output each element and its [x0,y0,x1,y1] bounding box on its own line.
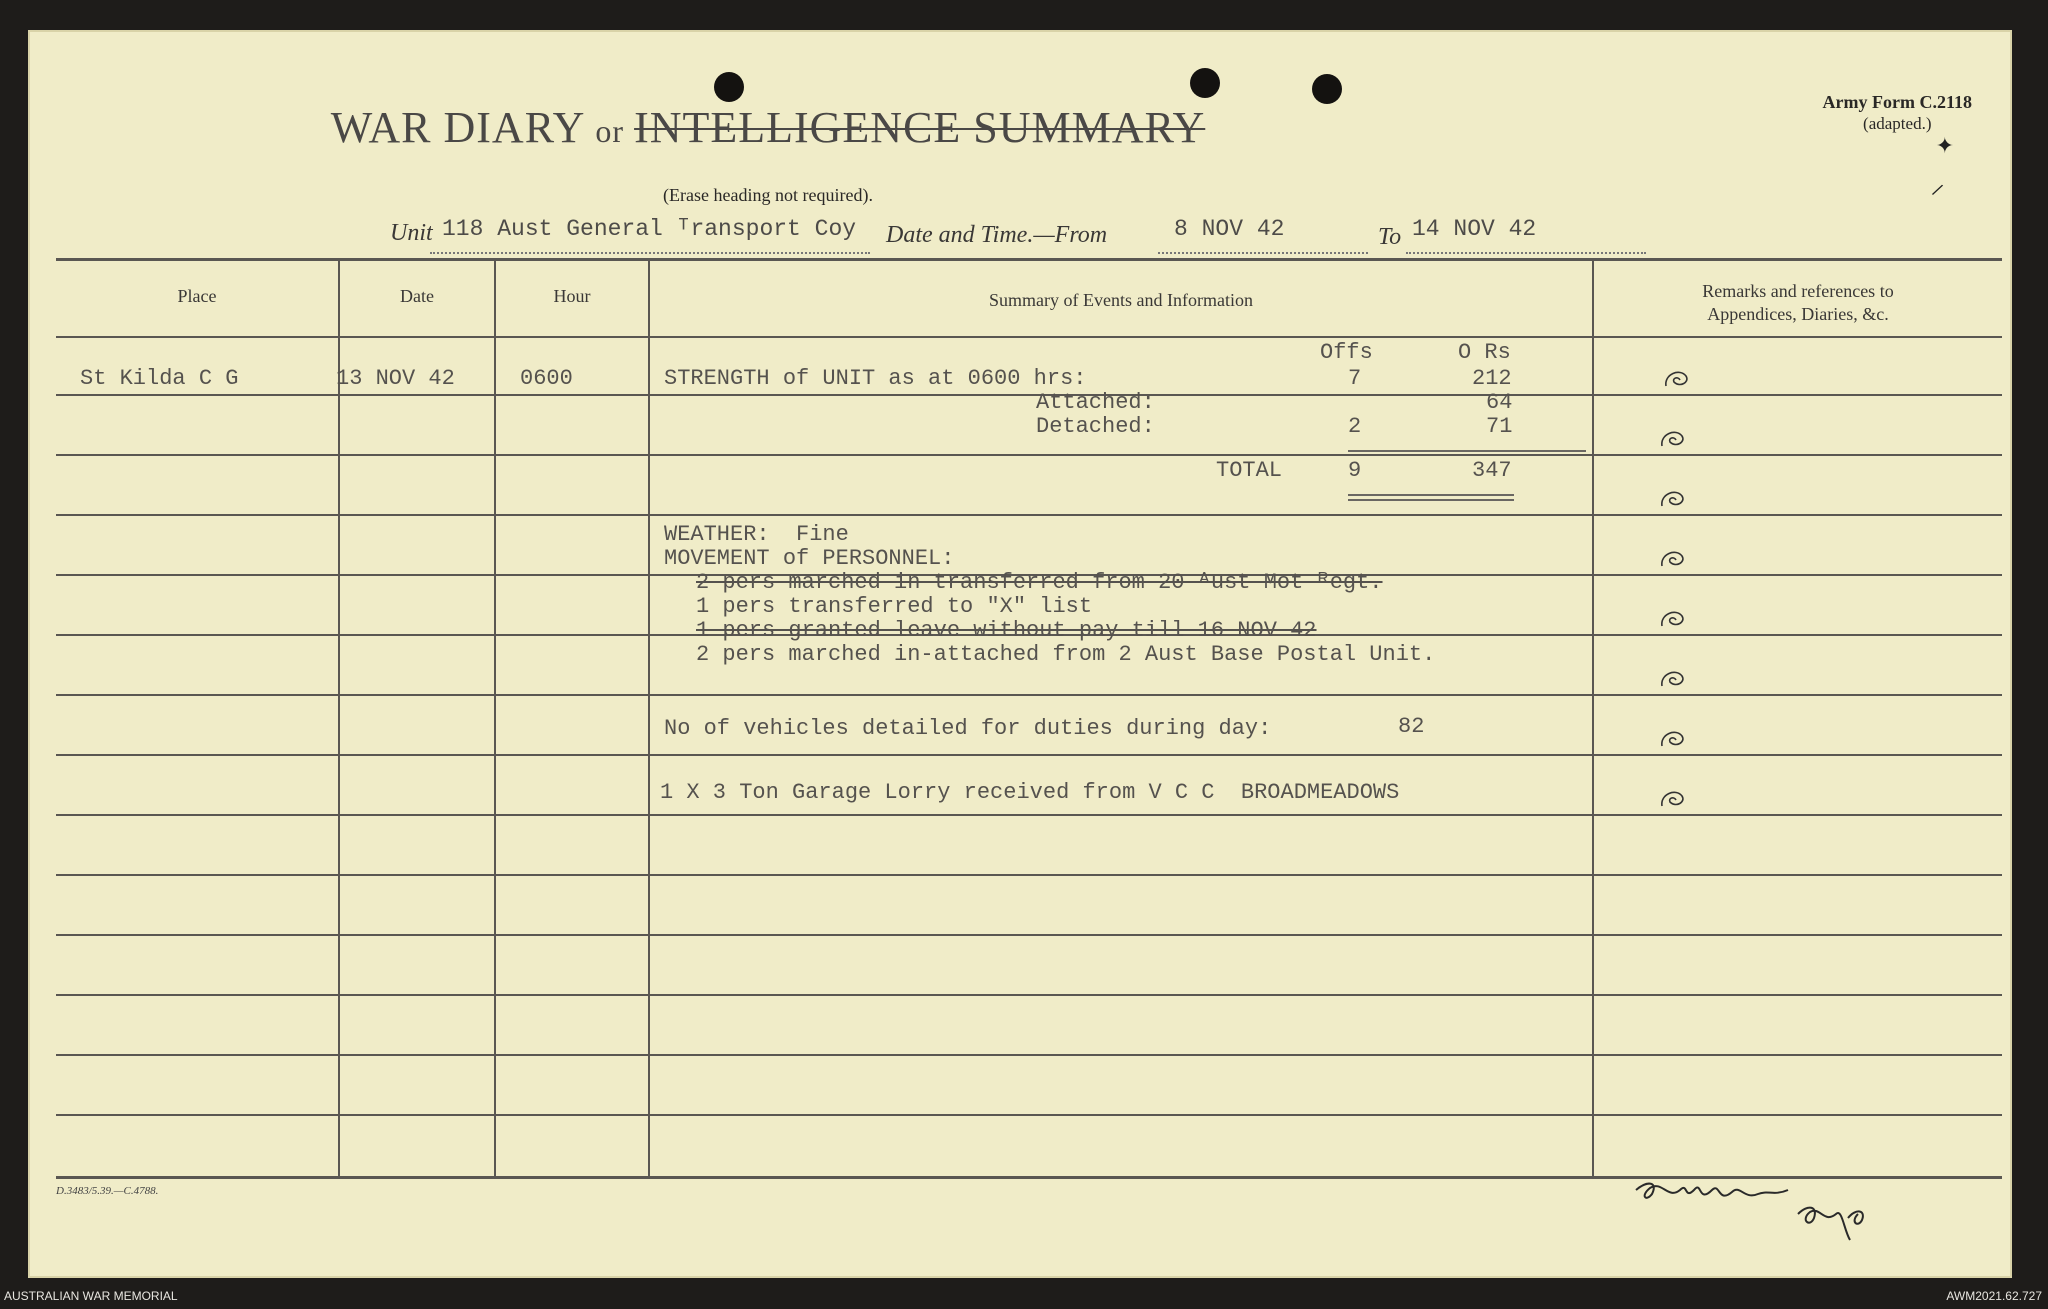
initial-tick-icon [1662,364,1692,394]
row-rule [56,1114,2002,1116]
page-title [28,102,1508,153]
row-rule [56,694,2002,696]
movement-line-4: 2 pers marched in-attached from 2 Aust Base Postal Unit. [696,642,1436,667]
to-underline [1406,252,1646,254]
column-divider [1592,258,1594,1178]
initial-tick-icon [1658,424,1688,454]
diary-table [56,258,2002,1178]
archive-label-right: AWM2021.62.727 [1946,1289,2042,1303]
strength-total-offs: 9 [1348,458,1362,483]
strength-row3-label: Detached: [1036,414,1155,439]
row-rule [56,1054,2002,1056]
header-hour: Hour [553,286,591,306]
punch-hole [1190,68,1220,98]
title-war-diary: WAR DIARY [330,103,586,152]
pencil-mark-icon: ✦ [1935,134,1954,159]
unit-value: 118 Aust General ᵀransport Coy [442,216,857,242]
strength-total-double-rule [1348,494,1514,496]
title-struck: INTELLIGENCE SUMMARY [634,103,1206,152]
vehicles-label: No of vehicles detailed for duties during day: [664,716,1272,741]
strength-row3-offs: 2 [1348,414,1362,439]
date-time-label: Date and Time.—From [886,222,1108,248]
strength-total-ors: 347 [1472,458,1512,483]
row-rule [56,394,2002,396]
print-code: D.3483/5.39.—C.4788. [56,1185,159,1197]
strength-ors-header: O Rs [1458,340,1511,365]
strength-row1-label: STRENGTH of UNIT as at 0600 hrs: [664,366,1087,391]
army-form-number: Army Form C.2118 [1822,92,1972,112]
pencil-mark-icon: / [1930,179,1945,200]
row-rule [56,814,2002,816]
entry-place: St Kilda C G [80,366,239,391]
punch-hole [1312,74,1342,104]
strength-row1-ors: 212 [1472,366,1512,391]
lorry-line: 1 X 3 Ton Garage Lorry received from V C C BROADMEADOWS [660,780,1400,805]
header-bottom-border [56,336,2002,338]
row-rule [56,994,2002,996]
movement-line-1: 2 pers marched in-transferred from 20 ᴬust Mot ᴿegt. [696,570,1383,595]
punch-hole [714,72,744,102]
header-summary: Summary of Events and Information [989,290,1253,310]
movement-line-2: 1 pers transferred to "X" list [696,594,1093,619]
movement-line-3: 1 pers granted leave without pay till 16 NOV 42 [696,618,1317,643]
army-form-adapted: (adapted.) [1863,113,1932,133]
header-place: Place [177,286,217,306]
strength-row2-label: Attached: [1036,390,1155,415]
column-divider [494,258,496,1178]
from-underline [1158,252,1368,254]
row-rule [56,934,2002,936]
entry-date: 13 NOV 42 [336,366,455,391]
initial-tick-icon [1658,664,1688,694]
row-rule [56,454,2002,456]
strength-sum-rule [1348,450,1586,452]
row-rule [56,754,2002,756]
column-divider [338,258,340,1178]
from-value: 8 NOV 42 [1174,216,1285,242]
strength-offs-header: Offs [1320,340,1373,365]
initial-tick-icon [1658,784,1688,814]
strength-row1-offs: 7 [1348,366,1362,391]
vehicles-value: 82 [1398,714,1425,739]
initial-tick-icon [1658,544,1688,574]
archive-label-left: AUSTRALIAN WAR MEMORIAL [4,1289,178,1303]
weather-line: WEATHER: Fine [664,522,849,547]
army-form-label [1823,92,1972,134]
header-remarks [1594,280,2002,325]
initial-tick-icon [1658,724,1688,754]
table-top-border [56,258,2002,261]
strength-total-label: TOTAL [1216,458,1283,483]
header-date: Date [400,286,434,306]
to-value: 14 NOV 42 [1412,216,1537,242]
signature [1628,1160,1898,1260]
title-or: or [595,113,625,149]
strength-row2-ors: 64 [1486,390,1513,415]
initial-tick-icon [1658,484,1688,514]
to-label: To [1378,224,1402,250]
unit-label: Unit [390,220,433,246]
unit-underline [430,252,870,254]
unit-line [28,216,2012,256]
diary-sheet [28,30,2012,1278]
erase-note: (Erase heading not required). [663,185,873,205]
movement-heading: MOVEMENT of PERSONNEL: [664,546,955,571]
row-rule [56,874,2002,876]
header-remarks-line2: Appendices, Diaries, &c. [1707,303,1889,324]
header-remarks-line1: Remarks and references to [1702,281,1894,301]
column-divider [648,258,650,1178]
initial-tick-icon [1658,604,1688,634]
strength-total-double-rule [1348,499,1514,501]
entry-hour: 0600 [520,366,573,391]
strength-row3-ors: 71 [1486,414,1513,439]
row-rule [56,514,2002,516]
